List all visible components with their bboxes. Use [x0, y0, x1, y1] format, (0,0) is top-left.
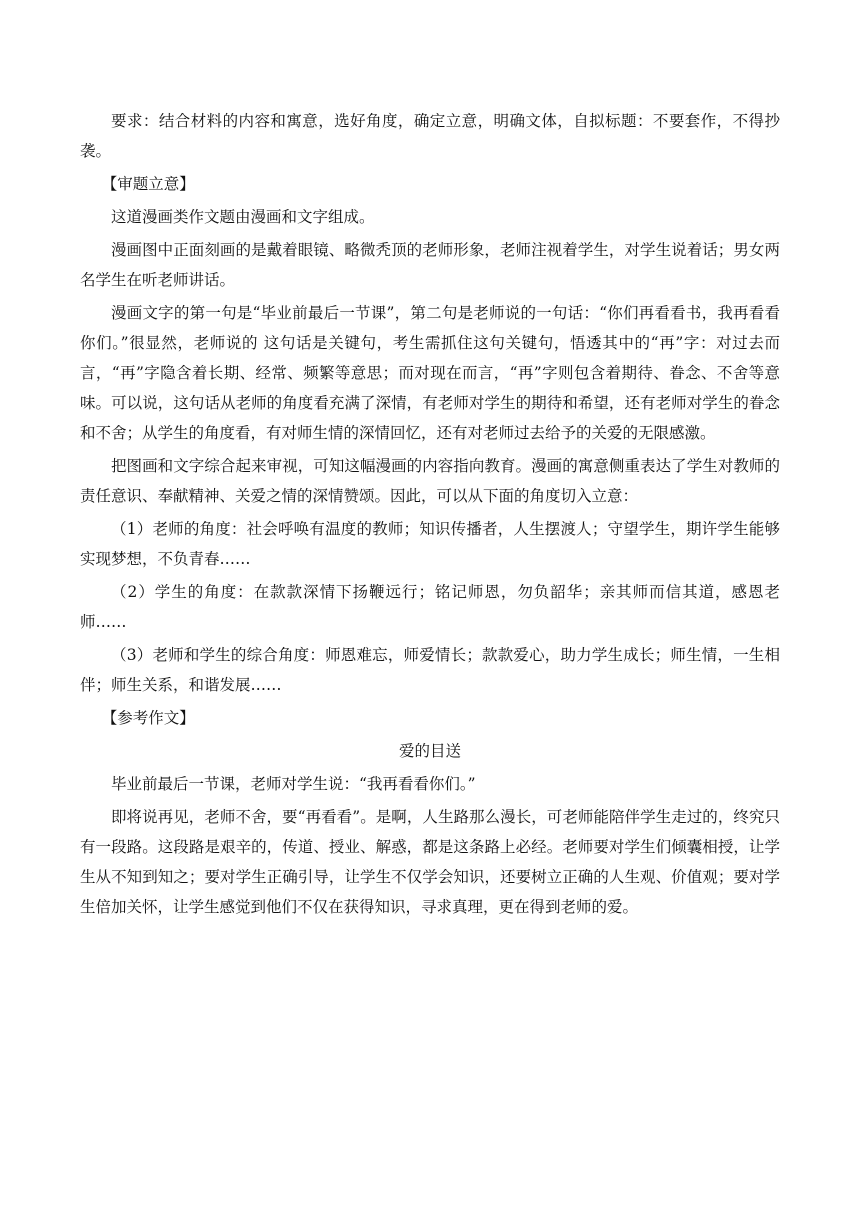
angle-item: （3）老师和学生的综合角度：师恩难忘，师爱情长；款款爱心，助力学生成长；师生情，一生相伴；师生关系，和谐发展……: [80, 646, 780, 694]
requirements-paragraph: 要求：结合材料的内容和寓意，选好角度，确定立意，明确文体，自拟标题：不要套作，不得抄袭。: [80, 112, 780, 160]
document-body: [80, 106, 780, 925]
angle-item: （1）老师的角度：社会呼唤有温度的教师；知识传播者，人生摆渡人；守望学生，期许学生能够实现梦想，不负青春……: [80, 520, 780, 568]
analysis-paragraph: 漫画文字的第一句是“毕业前最后一节课”，第二句是老师说的一句话：“你们再看看书，我再看看你们。”很显然，老师说的 这句话是关键句，考生需抓住这句关键句，悟透其中的“再”字：对过去而言，“再”字隐含着长期、经常、频繁等意思；而对现在而言，“再”字则包含着期待、眷念、不舍等意味。可以说，这句话从老师的角度看充满了深情，有老师对学生的期待和希望，还有老师对学生的眷念和不舍；从学生的角度看，有对师生情的深情回忆，还有对老师过去给予的关爱的无限感激。: [80, 304, 780, 442]
analysis-paragraph: 这道漫画类作文题由漫画和文字组成。: [111, 208, 375, 226]
essay-title: 爱的目送: [398, 742, 461, 760]
section-header-analysis: 【审题立意】: [101, 175, 195, 193]
angle-item: （2）学生的角度：在款款深情下扬鞭远行；铭记师恩，勿负韶华；亲其师而信其道，感恩老师……: [80, 583, 780, 631]
analysis-paragraph: 把图画和文字综合起来审视，可知这幅漫画的内容指向教育。漫画的寓意侧重表达了学生对教师的责任意识、奉献精神、关爱之情的深情赞颂。因此，可以从下面的角度切入立意：: [80, 457, 780, 505]
essay-paragraph: 毕业前最后一节课，老师对学生说：“我再看看你们。”: [111, 775, 476, 793]
essay-paragraph: 即将说再见，老师不舍，要“再看看”。是啊，人生路那么漫长，可老师能陪伴学生走过的，终究只有一段路。这段路是艰辛的，传道、授业、解惑，都是这条路上必经。老师要对学生们倾囊相授，让学生从不知到知之；要对学生正确引导，让学生不仅学会知识，还要树立正确的人生观、价值观；要对学生倍加关怀，让学生感觉到他们不仅在获得知识，寻求真理，更在得到老师的爱。: [80, 808, 780, 916]
section-header-reference: 【参考作文】: [101, 709, 195, 727]
analysis-paragraph: 漫画图中正面刻画的是戴着眼镜、略微秃顶的老师形象，老师注视着学生，对学生说着话；男女两名学生在听老师讲话。: [80, 241, 780, 289]
